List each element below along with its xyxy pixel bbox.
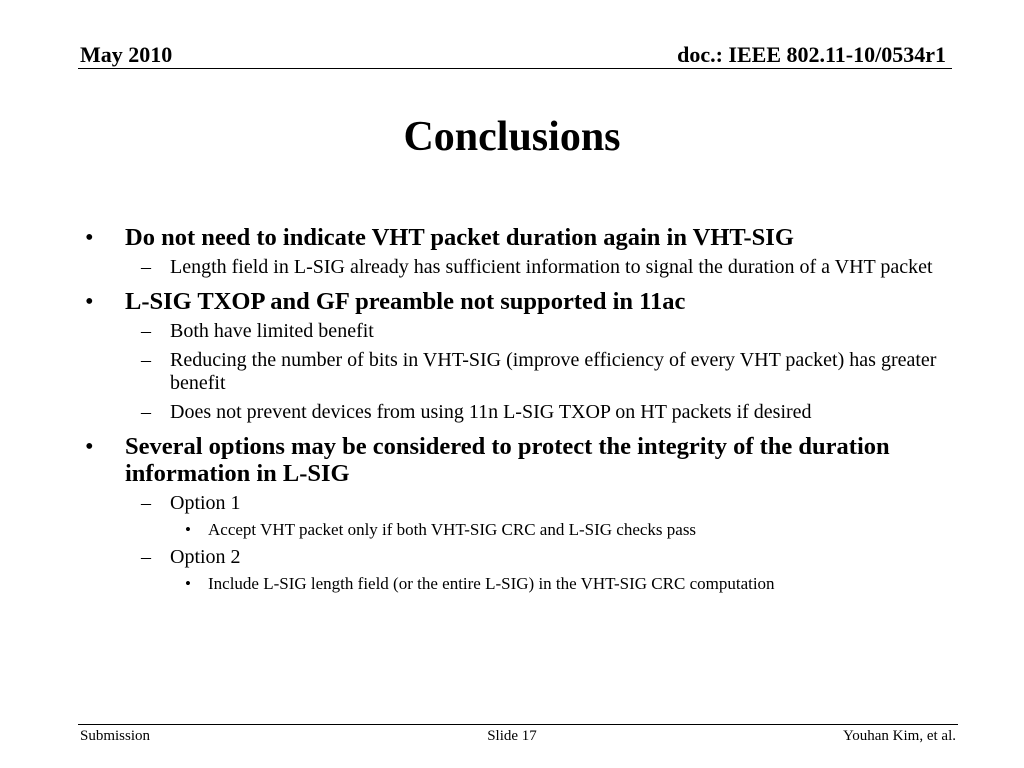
bullet-text: Do not need to indicate VHT packet duration again in VHT-SIG	[125, 224, 794, 251]
footer-slide-number: Slide 17	[487, 728, 537, 744]
sub-bullet-text: Both have limited benefit	[170, 320, 374, 342]
bullet-marker: •	[85, 224, 94, 251]
bullet-list	[85, 224, 945, 594]
sub-sub-bullet-item	[85, 519, 945, 540]
dash-marker: –	[141, 320, 151, 342]
dash-marker: –	[141, 349, 151, 371]
sub-sub-bullet-text: Accept VHT packet only if both VHT-SIG CRC and L-SIG checks pass	[208, 520, 697, 539]
sub-bullet-text: Option 1	[170, 492, 241, 514]
dash-marker: –	[141, 256, 151, 278]
dash-marker: –	[141, 401, 151, 423]
header-date: May 2010	[80, 42, 173, 67]
sub-bullet-item	[85, 492, 945, 515]
footer-submission: Submission	[80, 728, 151, 744]
dash-marker: –	[141, 492, 151, 514]
dash-marker: –	[141, 546, 151, 568]
sub-bullet-item	[85, 401, 945, 424]
header-divider	[78, 68, 952, 69]
bullet-marker: •	[85, 288, 94, 315]
bullet-marker: •	[185, 520, 191, 539]
sub-bullet-item	[85, 320, 945, 343]
sub-bullet-text: Option 2	[170, 546, 241, 568]
header-doc-id: doc.: IEEE 802.11-10/0534r1	[677, 42, 946, 67]
sub-bullet-text: Reducing the number of bits in VHT-SIG (improve efficiency of every VHT packet) has greater benefit	[170, 349, 937, 394]
bullet-marker: •	[85, 433, 94, 460]
bullet-text: L-SIG TXOP and GF preamble not supported in 11ac	[125, 288, 686, 315]
footer-divider	[78, 724, 958, 725]
sub-sub-bullet-item	[85, 573, 945, 594]
sub-bullet-text: Length field in L-SIG already has sufficient information to signal the duration of a VHT packet	[170, 256, 933, 278]
bullet-marker: •	[185, 574, 191, 593]
bullet-item	[85, 288, 945, 315]
footer-author: Youhan Kim, et al.	[842, 728, 956, 744]
sub-bullet-item	[85, 546, 945, 569]
bullet-item	[85, 224, 945, 251]
sub-bullet-item	[85, 256, 945, 279]
bullet-text: Several options may be considered to protect the integrity of the duration information in L-SIG	[125, 433, 890, 487]
bullet-item	[85, 433, 945, 487]
sub-bullet-text: Does not prevent devices from using 11n L-SIG TXOP on HT packets if desired	[170, 401, 812, 423]
sub-sub-bullet-text: Include L-SIG length field (or the entire L-SIG) in the VHT-SIG CRC computation	[208, 574, 775, 593]
sub-bullet-item	[85, 349, 945, 395]
slide-title: Conclusions	[403, 114, 621, 160]
